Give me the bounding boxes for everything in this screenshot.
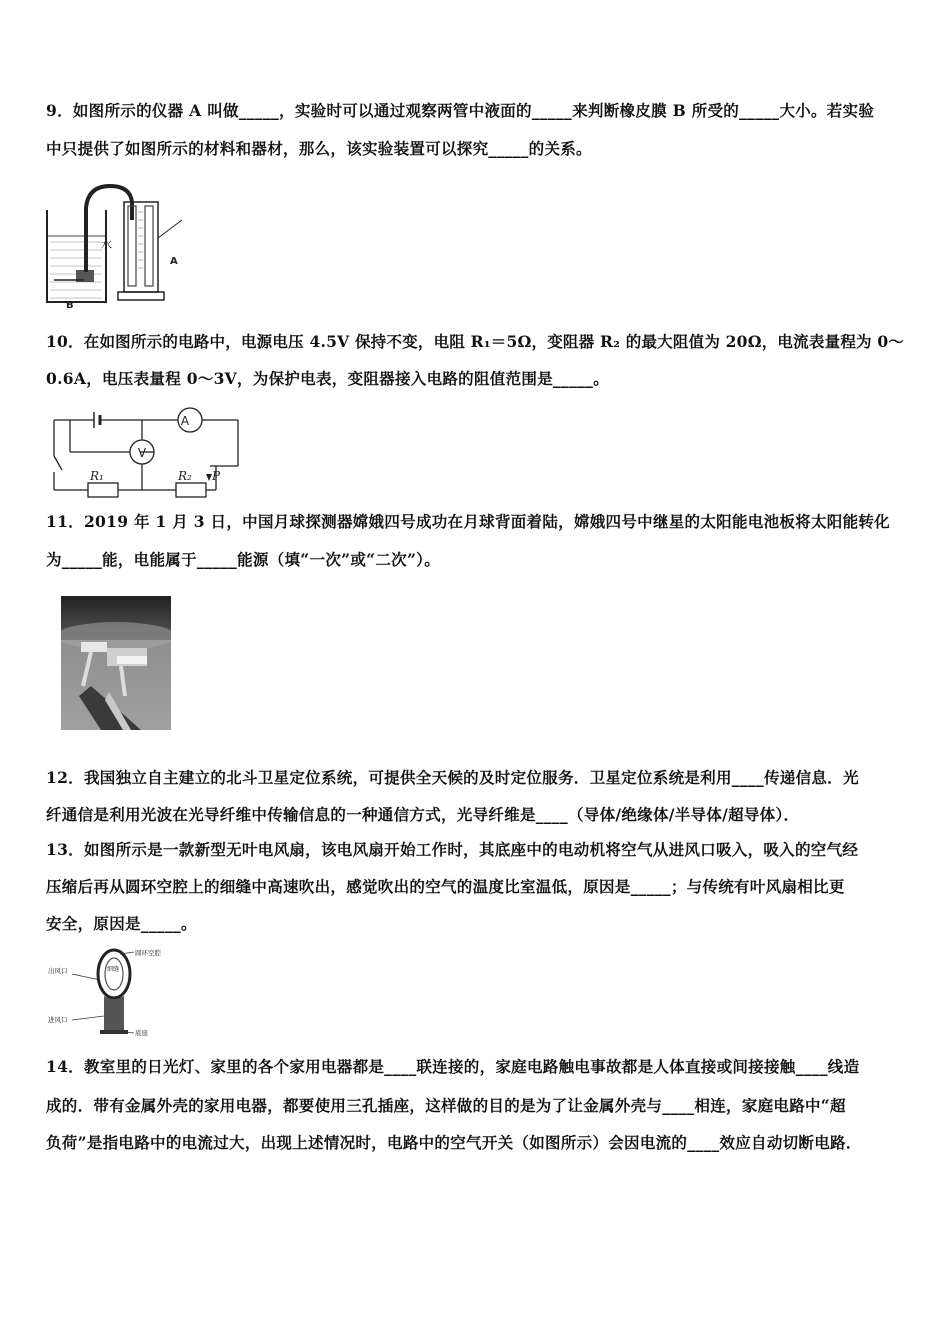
air-inlet-label: 进风口	[48, 1016, 68, 1024]
slit-label: 细缝	[107, 966, 120, 973]
q13-line-2: 压缩后再从圆环空腔上的细缝中高速吹出，感觉吹出的空气的温度比室温低，原因是_____；与传统有叶风扇相比更	[46, 877, 845, 896]
q11-chang-e-4-photo	[61, 596, 171, 730]
q9-line-2: 中只提供了如图所示的材料和器材，那么，该实验装置可以探究_____的关系。	[46, 139, 592, 158]
ring-cavity-label: 圆环空腔	[135, 949, 161, 957]
q13-line-3: 安全，原因是_____。	[46, 914, 197, 933]
q14-line-1: 14．教室里的日光灯、家里的各个家用电器都是____联连接的，家庭电路触电事故都是人体直接或间接接触____线造	[46, 1057, 860, 1076]
base-label: 底座	[135, 1029, 148, 1036]
q11-line-1: 11．2019 年 1 月 3 日，中国月球探测器嫦娥四号成功在月球背面着陆，嫦娥四号中继星的太阳能电池板将太阳能转化	[46, 512, 890, 531]
membrane-b-label: B	[66, 300, 74, 310]
q11-line-2: 为_____能，电能属于_____能源（填“一次”或“二次”）。	[46, 550, 441, 569]
q12-line-2: 纤通信是利用光波在光导纤维中传输信息的一种通信方式，光导纤维是____（导体/绝缘体/半导体/超导体）．	[46, 805, 800, 824]
water-label: 水	[101, 238, 112, 251]
q13-line-1: 13．如图所示是一款新型无叶电风扇，该电风扇开始工作时，其底座中的电动机将空气从进风口吸入，吸入的空气经	[46, 840, 859, 859]
q9-line-1: 9．如图所示的仪器 A 叫做_____，实验时可以通过观察两管中液面的_____来判断橡皮膜 B 所受的_____大小。若实验	[46, 101, 875, 120]
q10-circuit-figure	[46, 404, 246, 499]
q14-line-2: 成的．带有金属外壳的家用电器，都要使用三孔插座，这样做的目的是为了让金属外壳与____相连，家庭电路中“超	[46, 1096, 846, 1115]
slider-p-label: P	[212, 469, 221, 483]
r1-label: R₁	[90, 469, 104, 483]
q10-line-2: 0.6A，电压表量程 0～3V，为保护电表，变阻器接入电路的阻值范围是_____。	[46, 369, 610, 388]
q14-line-3: 负荷”是指电路中的电流过大，出现上述情况时，电路中的空气开关（如图所示）会因电流的____效应自动切断电路．	[46, 1133, 862, 1152]
voltmeter-label: V	[137, 446, 147, 460]
q9-manometer-figure	[44, 180, 194, 310]
q13-bladeless-fan-figure	[44, 946, 184, 1036]
q12-line-1: 12．我国独立自主建立的北斗卫星定位系统，可提供全天候的及时定位服务．卫星定位系统是利用____传递信息．光	[46, 768, 859, 787]
q10-line-1: 10．在如图所示的电路中，电源电压 4.5V 保持不变，电阻 R₁＝5Ω，变阻器 R₂ 的最大阻值为 20Ω，电流表量程为 0～	[46, 332, 905, 351]
instrument-a-label: A	[170, 256, 178, 267]
air-outlet-label: 出风口	[48, 967, 68, 975]
ammeter-label: A	[180, 414, 190, 428]
r2-label: R₂	[178, 469, 192, 483]
